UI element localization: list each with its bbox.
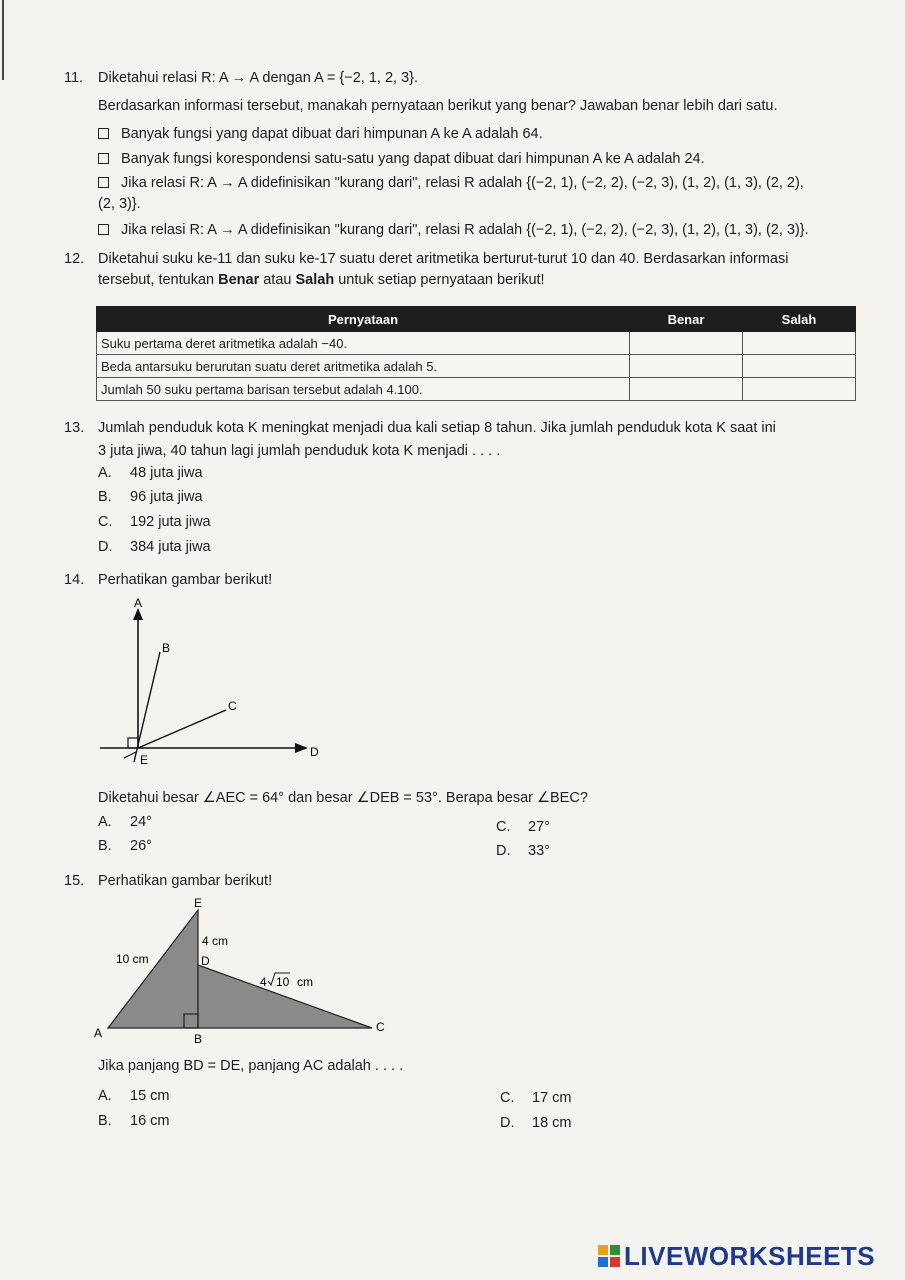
option-text: 33°	[528, 843, 550, 859]
option-text: 17 cm	[532, 1090, 572, 1106]
option-text: 18 cm	[532, 1115, 572, 1131]
page-margin-line	[2, 0, 4, 80]
option-text: 26°	[130, 838, 152, 854]
dc-coefficient: 4	[260, 975, 267, 989]
q14-option-d[interactable]	[496, 843, 550, 859]
q12-statement-table	[96, 306, 856, 401]
q11-option-2[interactable]	[98, 151, 705, 167]
q11-option-1[interactable]	[98, 126, 543, 142]
q14-option-c[interactable]	[496, 819, 550, 835]
option-text: 16 cm	[130, 1113, 170, 1129]
q15-option-c[interactable]	[500, 1090, 572, 1106]
q13-number: 13.	[64, 420, 85, 436]
statement-cell: Jumlah 50 suku pertama barisan tersebut adalah 4.100.	[97, 378, 630, 401]
checkbox[interactable]	[98, 128, 109, 139]
label-length-ae: 10 cm	[116, 952, 149, 966]
option-letter: A.	[98, 814, 112, 830]
q11-option-4-text: Jika relasi R: A → A didefinisikan "kurang dari", relasi R adalah {(−2, 1), (−2, 2), (−2, 3), (1, 2), (1, 3), (2, 3)}.	[121, 222, 809, 238]
statement-cell: Beda antarsuku berurutan suatu deret aritmetika adalah 5.	[97, 355, 630, 378]
brand-text: LIVEWORKSHEETS	[624, 1241, 876, 1271]
q11-stem-line1: Diketahui relasi R: A → A dengan A = {−2, 1, 2, 3}.	[98, 70, 419, 86]
liveworksheets-logo-icon	[598, 1245, 620, 1267]
q14-angle-diagram	[96, 594, 336, 774]
benar-cell[interactable]	[630, 332, 743, 355]
q14-option-a[interactable]	[98, 814, 152, 830]
q11-option-2-text: Banyak fungsi korespondensi satu-satu yang dapat dibuat dari himpunan A ke A adalah 24.	[121, 151, 705, 167]
q12-number: 12.	[64, 251, 85, 267]
checkbox[interactable]	[98, 177, 109, 188]
option-letter: B.	[98, 838, 112, 854]
option-letter: D.	[98, 539, 113, 555]
option-letter: C.	[500, 1090, 515, 1106]
option-text: 15 cm	[130, 1088, 170, 1104]
q14-option-b[interactable]	[98, 838, 152, 854]
q12-salah-word: Salah	[295, 272, 335, 288]
q15-option-a[interactable]	[98, 1088, 170, 1104]
label-b: B	[194, 1032, 203, 1046]
q11-number: 11.	[64, 70, 84, 86]
q13-option-a[interactable]	[98, 465, 203, 481]
option-text: 48 juta jiwa	[130, 465, 203, 481]
dc-unit: cm	[297, 975, 313, 989]
option-letter: D.	[500, 1115, 515, 1131]
benar-cell[interactable]	[630, 355, 743, 378]
q13-stem-line2: 3 juta jiwa, 40 tahun lagi jumlah penduduk kota K menjadi . . . .	[98, 443, 501, 459]
q11-option-3-continuation: (2, 3)}.	[98, 196, 141, 212]
table-header-row	[97, 307, 856, 332]
salah-cell[interactable]	[743, 355, 856, 378]
checkbox[interactable]	[98, 224, 109, 235]
option-letter: A.	[98, 465, 112, 481]
label-length-dc	[260, 973, 313, 989]
q11-option-3[interactable]	[98, 175, 804, 191]
q11-option-3-text: Jika relasi R: A → A didefinisikan "kurang dari", relasi R adalah {(−2, 1), (−2, 2), (−2, 3), (1, 2), (1, 3), (2, 2),	[121, 175, 804, 191]
triangle-abe	[108, 910, 198, 1028]
header-pernyataan: Pernyataan	[97, 307, 630, 332]
label-a: A	[134, 596, 143, 610]
table-row	[97, 378, 856, 401]
label-b: B	[162, 641, 171, 655]
q13-option-c[interactable]	[98, 514, 211, 530]
option-text: 27°	[528, 819, 550, 835]
ray-ec	[138, 710, 226, 748]
label-a: A	[94, 1026, 103, 1040]
option-text: 96 juta jiwa	[130, 489, 203, 505]
q15-intro: Perhatikan gambar berikut!	[98, 873, 273, 889]
header-salah: Salah	[743, 307, 856, 332]
q15-triangle-diagram	[90, 893, 390, 1048]
salah-cell[interactable]	[743, 378, 856, 401]
q12-stem-line1: Diketahui suku ke-11 dan suku ke-17 suatu deret aritmetika berturut-turut 10 dan 40. Berdasarkan informasi	[98, 251, 789, 267]
right-angle-mark	[128, 738, 138, 748]
q12-benar-word: Benar	[218, 272, 260, 288]
q13-stem-line1: Jumlah penduduk kota K meningkat menjadi dua kali setiap 8 tahun. Jika jumlah penduduk kota K saat ini	[98, 420, 776, 436]
option-text: 384 juta jiwa	[130, 539, 211, 555]
label-length-ed: 4 cm	[202, 934, 229, 948]
q11-option-4[interactable]	[98, 222, 809, 238]
ray-ec-extension	[124, 752, 136, 758]
q14-question: Diketahui besar ∠AEC = 64° dan besar ∠DEB = 53°. Berapa besar ∠BEC?	[98, 790, 588, 806]
q15-option-b[interactable]	[98, 1113, 170, 1129]
header-benar: Benar	[630, 307, 743, 332]
option-letter: D.	[496, 843, 511, 859]
option-letter: B.	[98, 1113, 112, 1129]
option-letter: A.	[98, 1088, 112, 1104]
q11-stem-line2: Berdasarkan informasi tersebut, manakah pernyataan berikut yang benar? Jawaban benar lebih dari satu.	[98, 98, 778, 114]
q13-option-d[interactable]	[98, 539, 211, 555]
q11-option-1-text: Banyak fungsi yang dapat dibuat dari himpunan A ke A adalah 64.	[121, 126, 543, 142]
label-e: E	[140, 753, 149, 767]
arrow-d-icon	[295, 743, 308, 753]
option-text: 24°	[130, 814, 152, 830]
q12-text: atau	[259, 272, 296, 288]
option-letter: B.	[98, 489, 112, 505]
table-row	[97, 355, 856, 378]
q15-number: 15.	[64, 873, 85, 889]
option-letter: C.	[98, 514, 113, 530]
liveworksheets-brand[interactable]	[598, 1241, 875, 1272]
label-c: C	[228, 699, 237, 713]
option-text: 192 juta jiwa	[130, 514, 211, 530]
q15-option-d[interactable]	[500, 1115, 572, 1131]
dc-radicand: 10	[276, 975, 290, 989]
label-d: D	[201, 954, 210, 968]
q12-stem-line2	[98, 272, 545, 288]
benar-cell[interactable]	[630, 378, 743, 401]
q14-number: 14.	[64, 572, 85, 588]
q15-question: Jika panjang BD = DE, panjang AC adalah . . . .	[98, 1058, 404, 1074]
label-e: E	[194, 896, 203, 910]
salah-cell[interactable]	[743, 332, 856, 355]
q13-option-b[interactable]	[98, 489, 203, 505]
q12-text: tersebut, tentukan	[98, 272, 219, 288]
label-d: D	[310, 745, 319, 759]
checkbox[interactable]	[98, 153, 109, 164]
q12-text: untuk setiap pernyataan berikut!	[334, 272, 545, 288]
q14-intro: Perhatikan gambar berikut!	[98, 572, 273, 588]
label-c: C	[376, 1020, 385, 1034]
option-letter: C.	[496, 819, 511, 835]
table-row	[97, 332, 856, 355]
statement-cell: Suku pertama deret aritmetika adalah −40.	[97, 332, 630, 355]
